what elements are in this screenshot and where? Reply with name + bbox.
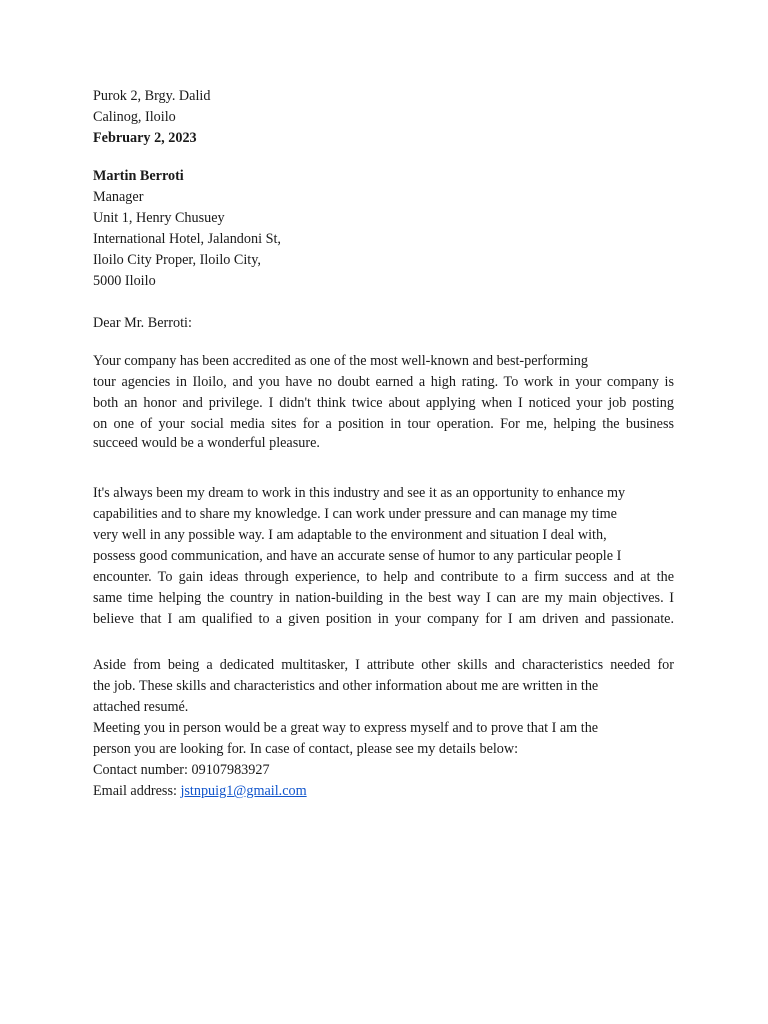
paragraph-3-line: Aside from being a dedicated multitasker, I attribute other skills and characteristics needed for [93, 657, 674, 673]
paragraph-2-line: believe that I am qualified to a given position in your company for I am driven and passionate. [93, 611, 674, 627]
paragraph-2-line: capabilities and to share my knowledge. I can work under pressure and can manage my time [93, 506, 617, 522]
sender-address-line2: Calinog, Iloilo [93, 109, 176, 125]
paragraph-1-line: both an honor and privilege. I didn't think twice about applying when I noticed your job posting [93, 395, 674, 411]
paragraph-3-line: Meeting you in person would be a great way to express myself and to prove that I am the [93, 720, 599, 736]
sender-address-line1: Purok 2, Brgy. Dalid [93, 88, 211, 104]
paragraph-1-line: tour agencies in Iloilo, and you have no doubt earned a high rating. To work in your company is [93, 374, 674, 390]
paragraph-1-line: on one of your social media sites for a position in tour operation. For me, helping the business [93, 416, 674, 432]
paragraph-2-line: possess good communication, and have an accurate sense of humor to any particular people I [93, 548, 622, 564]
paragraph-3-line: person you are looking for. In case of contact, please see my details below: [93, 741, 519, 757]
paragraph-2-line: encounter. To gain ideas through experience, to help and contribute to a firm success and at the [93, 569, 674, 585]
paragraph-2 [93, 483, 674, 628]
email-label: Email address: [93, 783, 181, 799]
paragraph-1-line: Your company has been accredited as one of the most well-known and best-performing [93, 353, 588, 369]
paragraph-2-line: very well in any possible way. I am adaptable to the environment and situation I deal with, [93, 527, 607, 543]
letter-date: February 2, 2023 [93, 130, 197, 146]
paragraph-3 [93, 657, 674, 760]
recipient-title: Manager [93, 189, 144, 205]
paragraph-1 [93, 351, 674, 454]
paragraph-1-line: succeed would be a wonderful pleasure. [93, 435, 320, 451]
recipient-name: Martin Berroti [93, 168, 184, 184]
email-link[interactable]: jstnpuig1@gmail.com [180, 783, 307, 799]
salutation: Dear Mr. Berroti: [93, 315, 192, 331]
paragraph-2-line: It's always been my dream to work in this industry and see it as an opportunity to enhance my [93, 485, 626, 501]
recipient-address-line2: International Hotel, Jalandoni St, [93, 231, 281, 247]
email-row [93, 781, 674, 802]
paragraph-2-line: same time helping the country in nation-building in the best way I can are my main objectives. I [93, 590, 674, 606]
contact-number: Contact number: 09107983927 [93, 762, 270, 778]
recipient-address-line1: Unit 1, Henry Chusuey [93, 210, 225, 226]
letter-page [93, 86, 674, 802]
recipient-address-line4: 5000 Iloilo [93, 273, 156, 289]
paragraph-3-line: attached resumé. [93, 699, 189, 715]
recipient-address-line3: Iloilo City Proper, Iloilo City, [93, 252, 261, 268]
paragraph-3-line: the job. These skills and characteristics and other information about me are written in the [93, 678, 599, 694]
